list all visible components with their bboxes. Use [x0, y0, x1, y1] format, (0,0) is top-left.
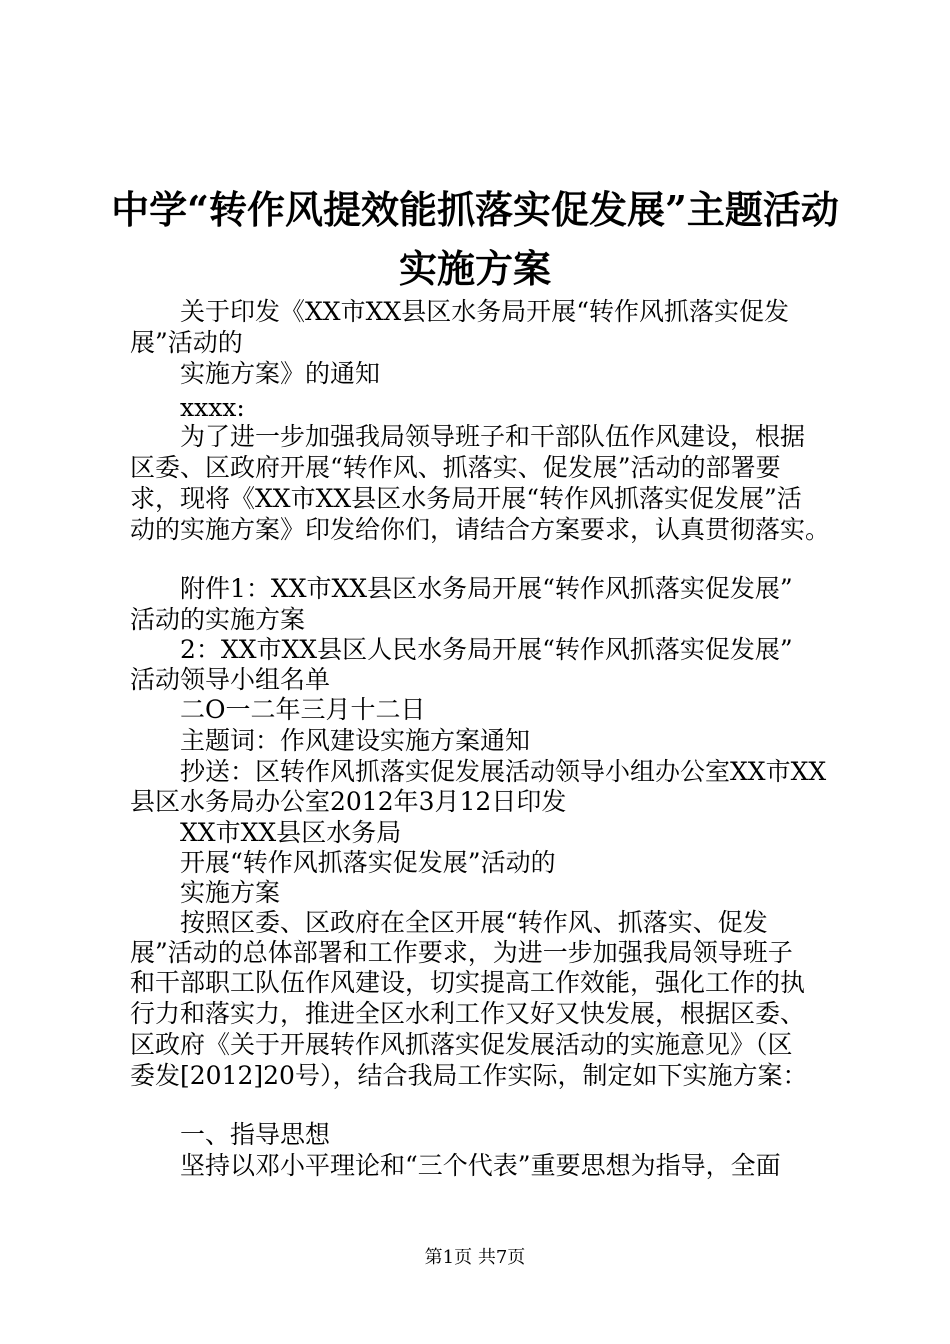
text-line: 抄送：区转作风抓落实促发展活动领导小组办公室XX市XX [180, 757, 827, 786]
text-line: 二O一二年三月十二日 [180, 695, 426, 724]
text-line: 和干部职工队伍作风建设，切实提高工作效能，强化工作的执 [130, 968, 806, 997]
text-line: 开展“转作风抓落实促发展”活动的 [180, 848, 556, 877]
section-heading: 一、指导思想 [180, 1120, 331, 1149]
text-line: 区政府《关于开展转作风抓落实促发展活动的实施意见》（区 [130, 1030, 793, 1059]
text-line: 区委、区政府开展“转作风、抓落实、促发展”活动的部署要 [130, 453, 781, 482]
text-line: 活动的实施方案 [130, 605, 306, 634]
text-line: 行力和落实力，推进全区水利工作又好又快发展，根据区委、 [130, 999, 806, 1028]
text-line: 展”活动的 [130, 328, 243, 357]
text-line: 求，现将《XX市XX县区水务局开展“转作风抓落实促发展”活 [130, 484, 802, 513]
text-line: 2：XX市XX县区人民水务局开展“转作风抓落实促发展” [180, 635, 793, 664]
text-line: 关于印发《XX市XX县区水务局开展“转作风抓落实促发 [180, 297, 789, 326]
text-line: 活动领导小组名单 [130, 665, 331, 694]
text-line: 实施方案 [180, 878, 281, 907]
text-line: 坚持以邓小平理论和“三个代表”重要思想为指导，全面 [180, 1151, 781, 1180]
text-line: 附件1：XX市XX县区水务局开展“转作风抓落实促发展” [180, 574, 793, 603]
text-line: XX市XX县区水务局 [180, 818, 402, 847]
text-line: 委发[2012]20号），结合我局工作实际，制定如下实施方案： [130, 1061, 808, 1090]
text-line: 实施方案》的通知 [180, 359, 381, 388]
text-line: xxxx: [180, 393, 245, 422]
text-line: 按照区委、区政府在全区开展“转作风、抓落实、促发 [180, 908, 768, 937]
text-line: 动的实施方案》印发给你们，请结合方案要求，认真贯彻落实。 [130, 515, 831, 544]
text-line: 为了进一步加强我局领导班子和干部队伍作风建设，根据 [180, 422, 806, 451]
text-line: 县区水务局办公室2012年3月12日印发 [130, 787, 567, 816]
page-number-footer: 第1页 共7页 [424, 1247, 526, 1268]
document-title-line-1: 中学“转作风提效能抓落实促发展”主题活动 [111, 187, 839, 232]
document-title-line-2: 实施方案 [398, 246, 551, 291]
text-line: 主题词：作风建设实施方案通知 [180, 726, 531, 755]
text-line: 展”活动的总体部署和工作要求，为进一步加强我局领导班子 [130, 938, 793, 967]
